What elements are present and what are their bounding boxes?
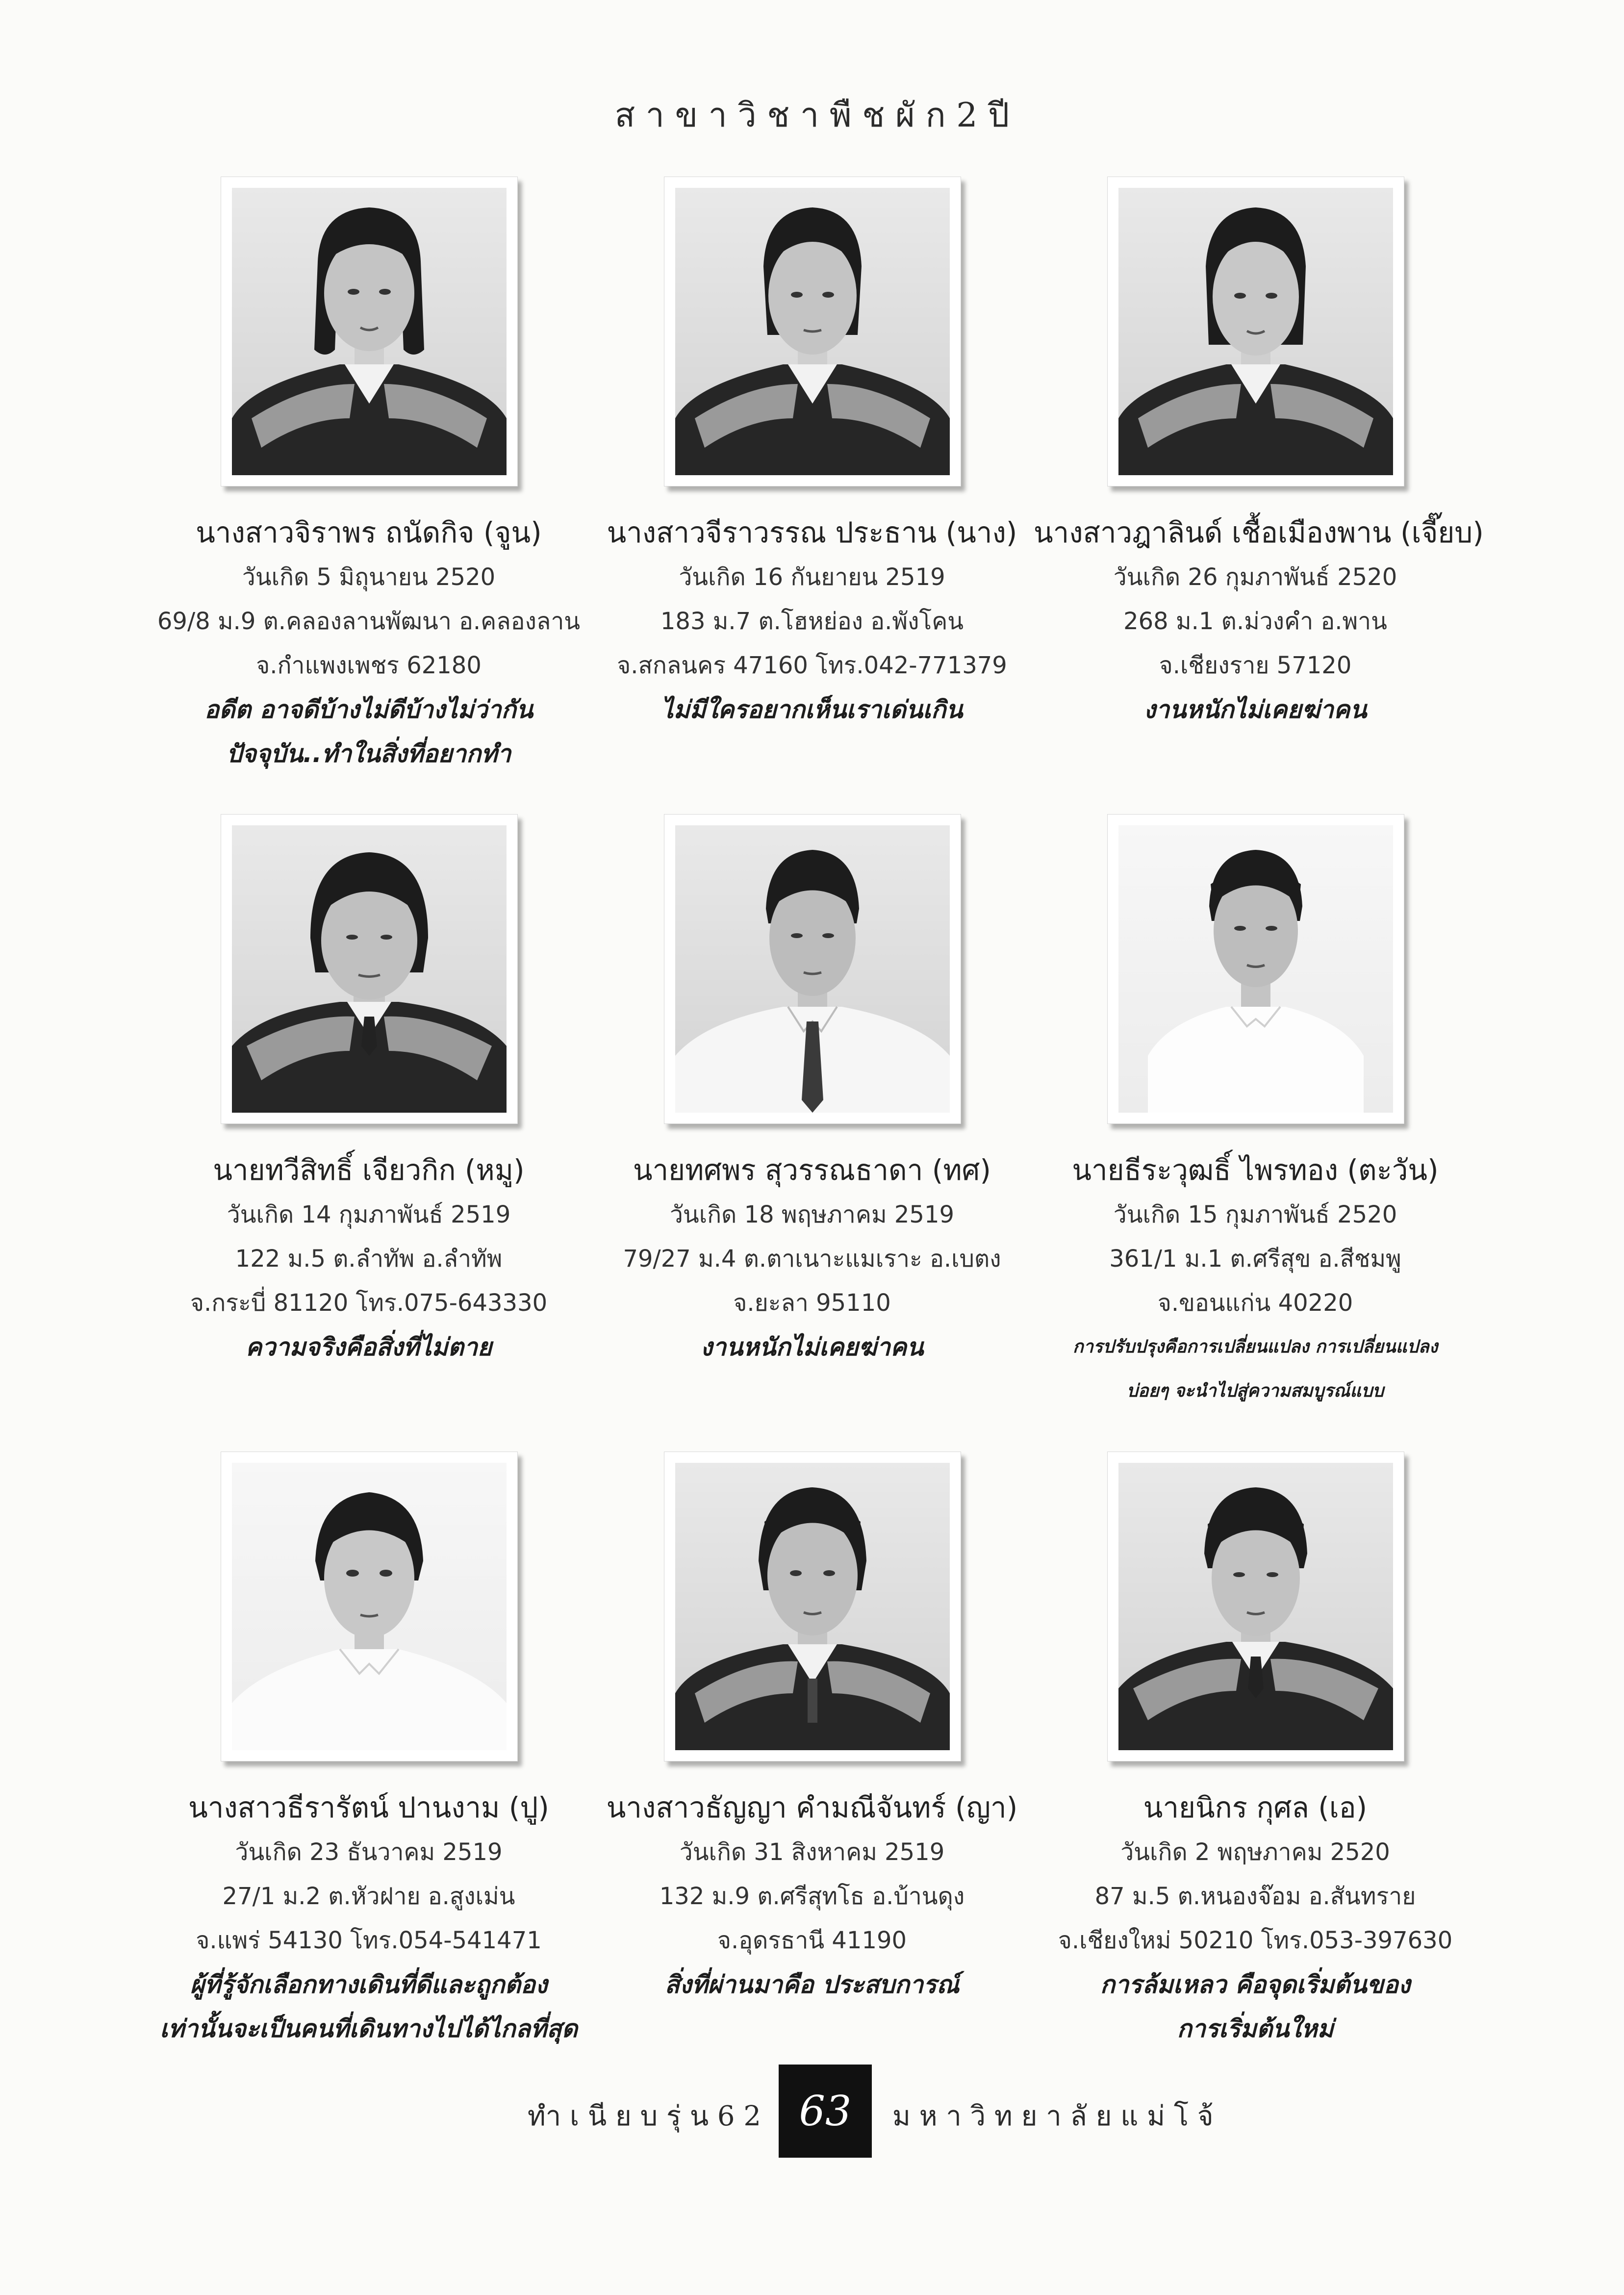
graduate-motto: อดีต อาจดีบ้างไม่ดีบ้างไม่ว่ากัน [204, 695, 533, 724]
graduate-motto-continued: เท่านั้นจะเป็นคนที่เดินทางไปได้ไกลที่สุด [160, 2014, 578, 2043]
graduate-province: จ.แพร่ 54130 โทร.054-541471 [196, 1927, 542, 1954]
graduate-card [147, 1452, 590, 2104]
graduate-name: นายธีระวุฒธิ์ ไพรทอง (ตะวัน) [1072, 1153, 1439, 1187]
graduate-address: 122 ม.5 ต.ลำทัพ อ.ลำทัพ [235, 1245, 503, 1273]
graduate-motto: ผู้ที่รู้จักเลือกทางเดินที่ดีและถูกต้อง [190, 1970, 548, 1999]
graduate-info [147, 1785, 590, 2051]
graduate-info [147, 1148, 590, 1369]
graduate-address: 268 ม.1 ต.ม่วงคำ อ.พาน [1123, 608, 1387, 635]
graduate-motto: สิ่งที่ผ่านมาคือ ประสบการณ์ [664, 1970, 960, 1999]
portrait-frame [221, 177, 518, 486]
portrait-photo [232, 1463, 507, 1750]
graduate-card [590, 1452, 1034, 2104]
graduate-address: 69/8 ม.9 ต.คลองลานพัฒนา อ.คลองลาน [157, 608, 581, 635]
portrait-frame [664, 1452, 961, 1761]
graduate-province: จ.กำแพงเพชร 62180 [256, 652, 482, 679]
graduate-birthday: วันเกิด 5 มิถุนายน 2520 [242, 563, 496, 591]
graduate-grid [147, 177, 1484, 2104]
graduate-motto: ไม่มีใครอยากเห็นเราเด่นเกิน [661, 695, 963, 724]
graduate-name: นางสาวจิราพร ถนัดกิจ (จูน) [196, 516, 542, 549]
graduate-birthday: วันเกิด 16 กันยายน 2519 [679, 563, 945, 591]
graduate-birthday: วันเกิด 18 พฤษภาคม 2519 [669, 1201, 955, 1228]
portrait-photo [232, 188, 507, 475]
portrait-photo [1118, 188, 1393, 475]
graduate-province: จ.สกลนคร 47160 โทร.042-771379 [617, 652, 1007, 679]
graduate-name: นายทศพร สุวรรณธาดา (ทศ) [633, 1153, 991, 1187]
graduate-motto: การปรับปรุงคือการเปลี่ยนแปลง การเปลี่ยนแปลง [1072, 1337, 1438, 1357]
portrait-photo [232, 825, 507, 1113]
graduate-birthday: วันเกิด 26 กุมภาพันธ์ 2520 [1113, 563, 1397, 591]
graduate-card [1034, 177, 1484, 814]
graduate-motto-continued: การเริ่มต้นใหม่ [1177, 2014, 1334, 2043]
graduate-name: นางสาวฎาลินด์ เชื้อเมืองพาน (เจี๊ยบ) [1034, 516, 1484, 549]
portrait-photo [675, 825, 950, 1113]
graduate-motto-continued: ปัจจุบัน..ทำในสิ่งที่อยากทำ [226, 740, 511, 768]
graduate-name: นางสาวธัญญา คำมณีจันทร์ (ญา) [606, 1791, 1018, 1824]
graduate-info [590, 1148, 1034, 1369]
graduate-province: จ.เชียงราย 57120 [1159, 652, 1352, 679]
graduate-card [147, 814, 590, 1452]
graduate-birthday: วันเกิด 2 พฤษภาคม 2520 [1120, 1838, 1390, 1866]
portrait-frame [1107, 1452, 1404, 1761]
graduate-card [147, 177, 590, 814]
graduate-info [147, 510, 590, 776]
graduate-motto: งานหนักไม่เคยฆ่าคน [700, 1333, 924, 1361]
graduate-info [1034, 1785, 1477, 2051]
page-footer [0, 2065, 1624, 2158]
graduate-card [1034, 1452, 1477, 2104]
portrait-photo [675, 188, 950, 475]
graduate-address: 183 ม.7 ต.โฮหย่อง อ.พังโคน [660, 608, 964, 635]
graduate-name: นายทวีสิทธิ์ เจียวกิก (หมู) [213, 1153, 525, 1187]
graduate-birthday: วันเกิด 14 กุมภาพันธ์ 2519 [227, 1201, 511, 1228]
graduate-info [590, 510, 1034, 732]
graduate-address: 27/1 ม.2 ต.หัวฝาย อ.สูงเม่น [222, 1883, 515, 1910]
portrait-frame [221, 814, 518, 1124]
graduate-address: 132 ม.9 ต.ศรีสุทโธ อ.บ้านดุง [659, 1883, 965, 1910]
graduate-province: จ.ยะลา 95110 [733, 1289, 891, 1317]
portrait-frame [664, 814, 961, 1124]
graduate-info [1034, 510, 1484, 732]
graduate-birthday: วันเกิด 23 ธันวาคม 2519 [235, 1838, 503, 1866]
portrait-photo [675, 1463, 950, 1750]
portrait-frame [1107, 177, 1404, 486]
graduate-province: จ.อุดรธานี 41190 [717, 1927, 907, 1954]
graduate-province: จ.กระบี่ 81120 โทร.075-643330 [190, 1289, 548, 1317]
graduate-motto: งานหนักไม่เคยฆ่าคน [1143, 695, 1367, 724]
graduate-motto: ความจริงคือสิ่งที่ไม่ตาย [245, 1333, 492, 1361]
graduate-motto-continued: บ่อยๆ จะนำไปสู่ความสมบูรณ์แบบ [1126, 1381, 1384, 1401]
graduate-name: นางสาวธีรารัตน์ ปานงาม (ปู) [188, 1791, 549, 1824]
page-heading: ส า ข า วิ ช า พื ช ผั ก 2 ปี [614, 96, 1010, 135]
graduate-name: นายนิกร กุศล (เอ) [1143, 1791, 1368, 1824]
graduate-info [1034, 1148, 1477, 1413]
university-name: ม ห า วิ ท ย า ลั ย แ ม่ โ จ้ [892, 2100, 1214, 2132]
graduate-name: นางสาวจีราวรรณ ประธาน (นาง) [607, 516, 1017, 549]
portrait-frame [1107, 814, 1404, 1124]
graduate-card [590, 814, 1034, 1452]
graduate-info [590, 1785, 1034, 2007]
yearbook-title: ทำ เ นี ย บ รุ่ น 6 2 [527, 2100, 761, 2132]
portrait-frame [664, 177, 961, 486]
graduate-birthday: วันเกิด 31 สิงหาคม 2519 [679, 1838, 945, 1866]
graduate-birthday: วันเกิด 15 กุมภาพันธ์ 2520 [1113, 1201, 1397, 1228]
graduate-card [1034, 814, 1477, 1452]
graduate-province: จ.เชียงใหม่ 50210 โทร.053-397630 [1058, 1927, 1453, 1954]
graduate-province: จ.ขอนแก่น 40220 [1157, 1289, 1353, 1317]
portrait-photo [1118, 825, 1393, 1113]
graduate-address: 87 ม.5 ต.หนองจ๊อม อ.สันทราย [1094, 1883, 1416, 1910]
graduate-address: 79/27 ม.4 ต.ตาเนาะแมเราะ อ.เบตง [623, 1245, 1001, 1273]
graduate-motto: การล้มเหลว คือจุดเริ่มต้นของ [1100, 1970, 1411, 1999]
portrait-frame [221, 1452, 518, 1761]
graduate-address: 361/1 ม.1 ต.ศรีสุข อ.สีชมพู [1109, 1245, 1401, 1273]
page-number: 63 [779, 2065, 872, 2158]
portrait-photo [1118, 1463, 1393, 1750]
graduate-card [590, 177, 1034, 814]
